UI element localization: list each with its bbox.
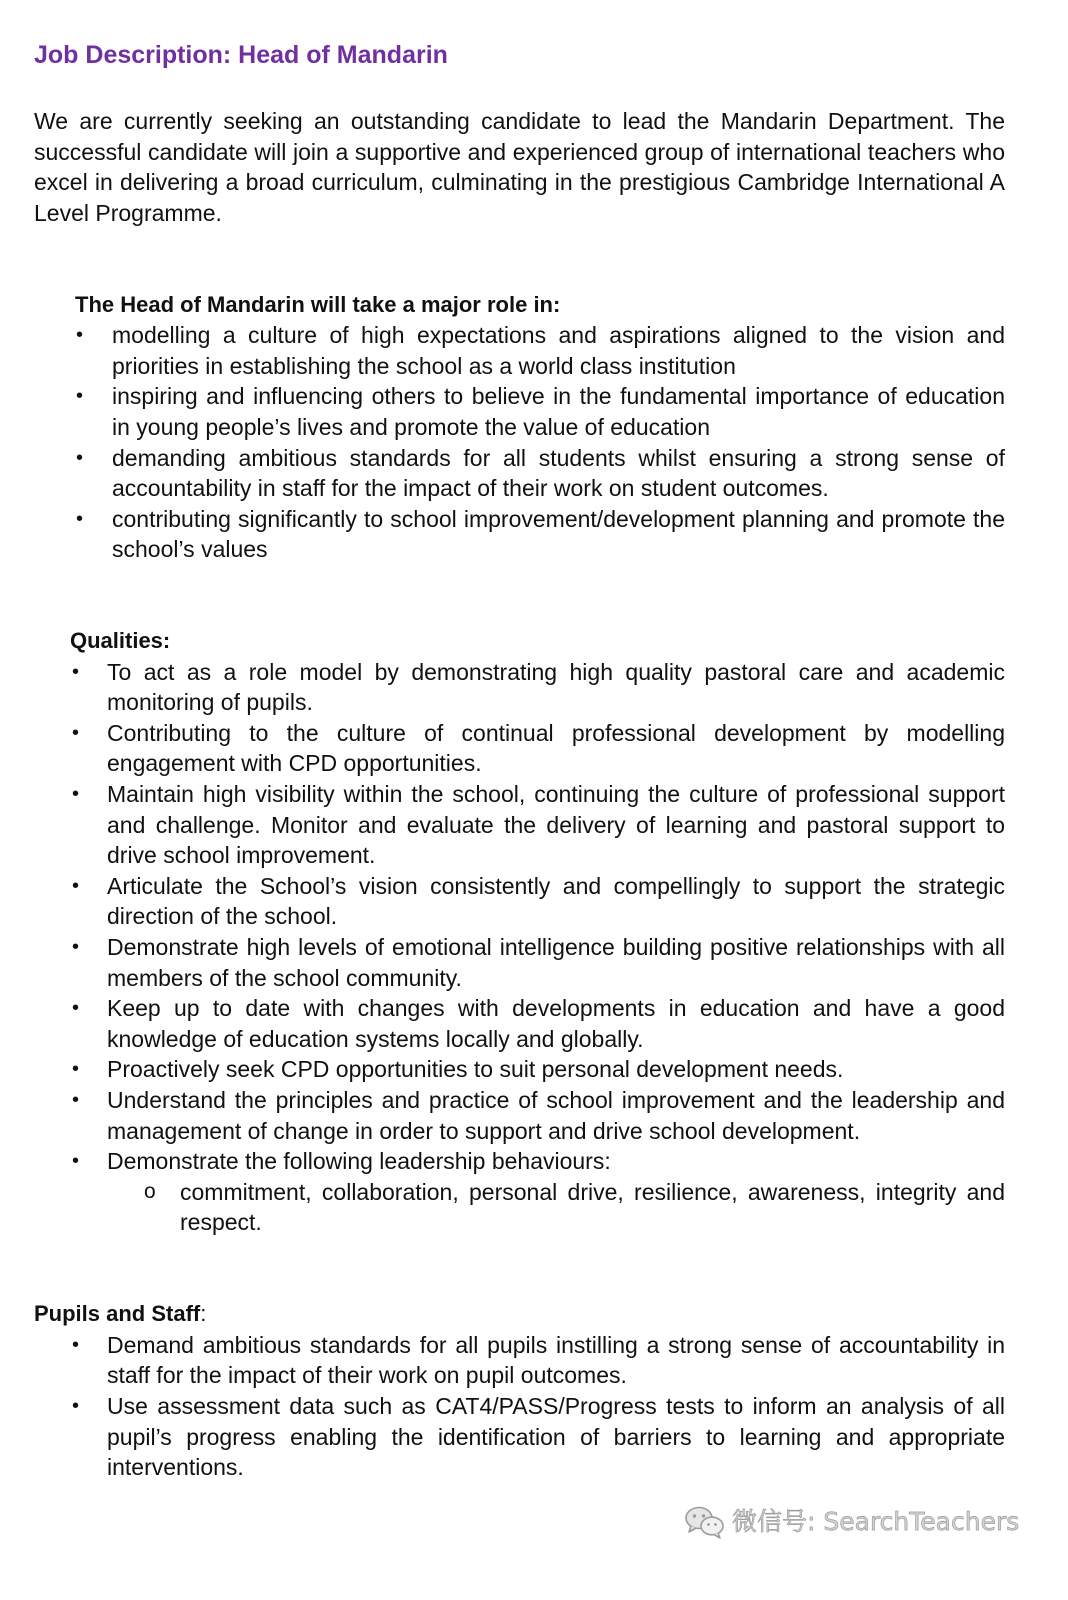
bullet-icon: •	[72, 660, 80, 683]
section-heading: Qualities:	[70, 628, 171, 654]
section-heading-colon: :	[200, 1301, 207, 1327]
list-item	[34, 381, 1005, 442]
bullet-icon: •	[76, 507, 84, 530]
bullet-icon: •	[72, 1150, 80, 1173]
section-heading	[34, 1299, 1005, 1330]
bullet-icon: •	[76, 446, 84, 469]
pupils-and-staff-section	[34, 1299, 1005, 1483]
list-item	[34, 1330, 1005, 1391]
list-item	[34, 657, 1005, 718]
page-title: Job Description: Head of Mandarin	[34, 41, 448, 69]
pupils-and-staff-list	[34, 1330, 1005, 1483]
sub-list-item	[34, 1177, 1005, 1238]
list-item	[34, 1085, 1005, 1146]
list-item	[34, 932, 1005, 993]
list-item-text: Use assessment data such as CAT4/PASS/Progress tests to inform an analysis of all pupil’s progress enabling the identification of barriers to learning and appropriate interventions.	[107, 1392, 1005, 1481]
bullet-icon: •	[72, 1394, 80, 1417]
list-item-text: Contributing to the culture of continual professional development by modelling engagement with CPD opportunities.	[107, 719, 1005, 777]
list-item-text: Keep up to date with changes with developments in education and have a good knowledge of education systems locally and globally.	[107, 995, 1005, 1052]
list-item-text: Demonstrate high levels of emotional intelligence building positive relationships with all members of the school community.	[107, 934, 1005, 991]
section-heading-text: Pupils and Staff	[34, 1301, 201, 1327]
list-item	[34, 443, 1005, 504]
list-item	[34, 993, 1005, 1054]
intro-paragraph: We are currently seeking an outstanding candidate to lead the Mandarin Department. The successful candidate will join a supportive and experienced group of international teachers who excel in delivering a broad curriculum, culminating in the prestigious Cambridge International A Level Programme.	[34, 108, 1005, 226]
bullet-icon: •	[72, 1089, 80, 1111]
list-item-text: contributing significantly to school improvement/development planning and promote the school’s values	[112, 505, 1005, 563]
list-item	[34, 1146, 1005, 1177]
wechat-icon	[684, 1504, 726, 1540]
list-item	[34, 1054, 1005, 1085]
watermark-text: 微信号: SearchTeachers	[732, 1507, 1020, 1536]
list-item	[34, 504, 1005, 565]
bullet-icon: •	[72, 936, 80, 959]
bullet-icon: •	[72, 1333, 80, 1356]
job-description-document	[34, 0, 1005, 1483]
watermark	[684, 1500, 1019, 1544]
list-item-text: Demand ambitious standards for all pupils instilling a strong sense of accountability in staff for the impact of their work on pupil outcomes.	[107, 1331, 1005, 1389]
bullet-icon: •	[76, 385, 84, 408]
section-heading: The Head of Mandarin will take a major role in:	[75, 291, 561, 317]
hollow-bullet-icon: o	[144, 1179, 156, 1203]
list-item	[34, 871, 1005, 932]
bullet-icon: •	[76, 324, 84, 347]
bullet-icon: •	[72, 1058, 80, 1081]
major-role-list	[34, 320, 1005, 565]
bullet-icon: •	[72, 783, 80, 806]
major-role-section	[34, 290, 1005, 565]
qualities-list	[34, 657, 1005, 1238]
list-item	[34, 779, 1005, 871]
list-item	[34, 718, 1005, 779]
list-item	[34, 1391, 1005, 1483]
list-item-text: Demonstrate the following leadership behaviours:	[107, 1148, 611, 1175]
qualities-section	[34, 626, 1005, 1238]
list-item	[34, 320, 1005, 381]
bullet-icon: •	[72, 721, 80, 744]
bullet-icon: •	[72, 874, 80, 897]
list-item-text: Understand the principles and practice of school improvement and the leadership and management of change in order to support and drive school development.	[107, 1087, 1005, 1144]
sub-list-item-text: commitment, collaboration, personal drive, resilience, awareness, integrity and respect.	[180, 1178, 1005, 1236]
list-item-text: inspiring and influencing others to believe in the fundamental importance of education in young people’s lives and promote the value of education	[112, 383, 1005, 440]
bullet-icon: •	[72, 997, 80, 1020]
list-item-text: To act as a role model by demonstrating high quality pastoral care and academic monitoring of pupils.	[107, 658, 1005, 716]
list-item-text: Articulate the School’s vision consistently and compellingly to support the strategic direction of the school.	[107, 872, 1005, 930]
list-item-text: demanding ambitious standards for all students whilst ensuring a strong sense of accountability in staff for the impact of their work on student outcomes.	[112, 444, 1005, 502]
list-item-text: modelling a culture of high expectations and aspirations aligned to the vision and priorities in establishing the school as a world class institution	[112, 322, 1005, 379]
list-item-text: Proactively seek CPD opportunities to suit personal development needs.	[107, 1056, 844, 1083]
list-item-text: Maintain high visibility within the school, continuing the culture of professional support and challenge. Monitor and evaluate the delivery of learning and pastoral support to drive school improvement.	[107, 781, 1005, 869]
